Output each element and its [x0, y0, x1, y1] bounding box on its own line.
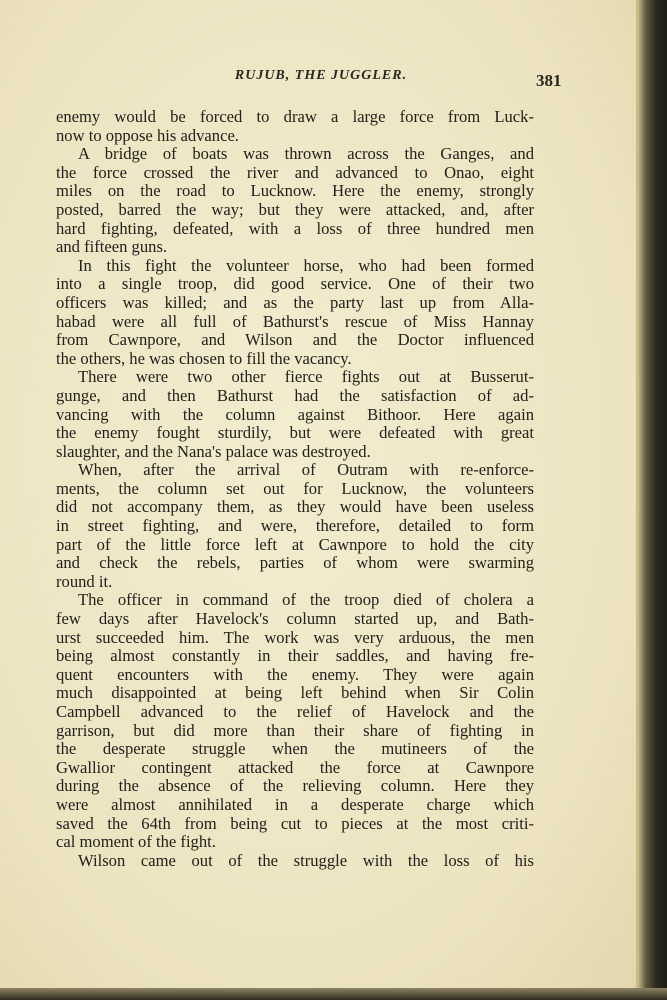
text-line: were almost annihilated in a desperate charge which — [56, 795, 534, 814]
text-line: during the absence of the relieving column. Here they — [56, 777, 534, 796]
text-line: cal moment of the fight. — [56, 833, 216, 852]
text-line: slaughter, and the Nana's palace was destroyed. — [56, 442, 371, 461]
text-line: When, after the arrival of Outram with re-enforce- — [78, 461, 534, 480]
text-line: urst succeeded him. The work was very arduous, the men — [56, 628, 534, 647]
text-line: There were two other fierce fights out at Busserut- — [78, 368, 534, 387]
text-line: Gwallior contingent attacked the force at Cawnpore — [56, 758, 534, 777]
page-number: 381 — [536, 71, 562, 90]
text-line: quent encounters with the enemy. They were again — [56, 665, 534, 684]
text-line: ments, the column set out for Lucknow, the volunteers — [56, 479, 534, 498]
text-line: hard fighting, defeated, with a loss of three hundred men — [56, 219, 534, 238]
text-line: round it. — [56, 572, 113, 591]
text-line: and check the rebels, parties of whom were swarming — [56, 554, 534, 573]
bottom-edge — [0, 988, 667, 1000]
text-line: In this fight the volunteer horse, who had been formed — [78, 256, 534, 275]
text-line: in street fighting, and were, therefore, detailed to form — [56, 517, 534, 536]
text-line: few days after Havelock's column started up, and Bath- — [56, 610, 534, 629]
text-line: now to oppose his advance. — [56, 126, 239, 145]
text-line: saved the 64th from being cut to pieces at the most criti- — [56, 814, 534, 833]
text-line: miles on the road to Lucknow. Here the enemy, strongly — [56, 182, 534, 201]
text-line: did not accompany them, as they would have been useless — [56, 498, 534, 517]
text-line: vancing with the column against Bithoor. Here again — [56, 405, 534, 424]
text-line: Wilson came out of the struggle with the loss of his — [78, 851, 534, 870]
text-line: gunge, and then Bathurst had the satisfaction of ad- — [56, 386, 534, 405]
text-line: habad were all full of Bathurst's rescue of Miss Hannay — [56, 312, 534, 331]
text-line: garrison, but did more than their share of fighting in — [56, 721, 534, 740]
text-line: from Cawnpore, and Wilson and the Doctor influenced — [56, 331, 534, 350]
text-line: enemy would be forced to draw a large force from Luck- — [56, 108, 534, 126]
text-line: the desperate struggle when the mutineers of the — [56, 740, 534, 759]
text-line: the enemy fought sturdily, but were defeated with great — [56, 424, 534, 443]
text-line: the others, he was chosen to fill the vacancy. — [56, 349, 352, 368]
text-line: A bridge of boats was thrown across the Ganges, and — [78, 145, 534, 164]
text-line: the force crossed the river and advanced to Onao, eight — [56, 163, 534, 182]
page-header — [56, 68, 562, 92]
text-line: into a single troop, did good service. One of their two — [56, 275, 534, 294]
text-line: Campbell advanced to the relief of Havelock and the — [56, 703, 534, 721]
text-line: part of the little force left at Cawnpore to hold the city — [56, 535, 534, 554]
book-edge — [639, 0, 667, 1000]
text-line: much disappointed at being left behind when Sir Colin — [56, 684, 534, 703]
body-text — [56, 108, 534, 870]
text-line: officers was killed; and as the party last up from Alla- — [56, 293, 534, 312]
text-line: being almost constantly in their saddles, and having fre- — [56, 647, 534, 666]
text-line: The officer in command of the troop died of cholera a — [78, 591, 534, 610]
running-head: RUJUB, THE JUGGLER. — [234, 68, 408, 83]
text-line: and fifteen guns. — [56, 238, 168, 257]
text-line: posted, barred the way; but they were attacked, and, after — [56, 200, 534, 219]
